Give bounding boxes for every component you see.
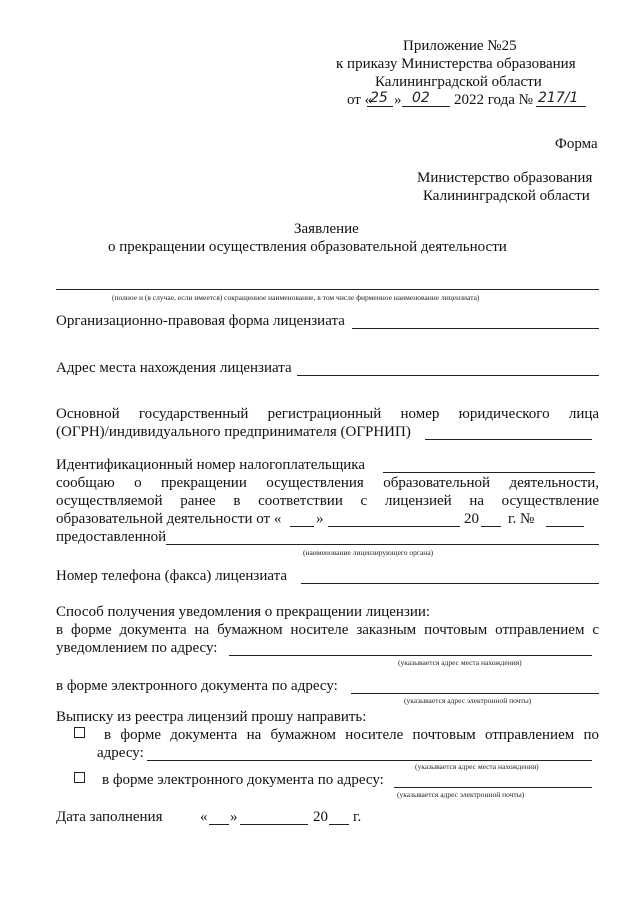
order-day-line <box>367 106 393 107</box>
order-number-line <box>536 106 586 107</box>
extract-word: бумажном <box>270 727 337 743</box>
license-date-prefix: образовательной деятельности от « <box>56 511 282 527</box>
ogrn-word: Основной <box>56 406 120 422</box>
extract-email-hint: (указывается адрес электронной почты) <box>397 790 525 799</box>
order-date-prefix: от « <box>347 92 373 108</box>
notification-word: на <box>194 622 210 638</box>
licensee-name-line[interactable] <box>56 289 599 290</box>
inn-word: осуществления <box>266 475 364 491</box>
order-number: 217/1 <box>538 90 579 106</box>
addressee-line-2: Калининградской области <box>423 188 590 204</box>
inn-word: осуществление <box>501 493 600 509</box>
fill-year-suffix: г. <box>353 809 362 825</box>
ogrn-value-line[interactable] <box>425 439 592 440</box>
notification-word: бумажном <box>217 622 283 638</box>
inn-word: лицензией <box>384 493 452 509</box>
document-title: Заявление <box>294 221 359 237</box>
extract-word: документа <box>170 727 238 743</box>
extract-address-line[interactable] <box>147 760 592 761</box>
notification-email-hint: (указывается адрес электронной почты) <box>404 696 532 705</box>
notification-email-line[interactable] <box>351 693 599 694</box>
extract-word: почтовым <box>412 727 476 743</box>
phone-label: Номер телефона (факса) лицензиата <box>56 568 288 584</box>
inn-word: сообщаю <box>56 475 115 491</box>
extract-address-label: адресу: <box>97 745 144 761</box>
extract-word: на <box>246 727 262 743</box>
license-number-label: г. № <box>508 511 535 527</box>
inn-word: осуществляемой <box>56 493 163 509</box>
ogrn-word: регистрационный <box>267 406 382 422</box>
addressee-line-1: Министерство образования <box>417 170 593 186</box>
fill-month-line[interactable] <box>240 824 308 825</box>
order-year-text: 2022 года № <box>454 92 533 108</box>
ogrn-word: государственный <box>138 406 249 422</box>
inn-word: о <box>134 475 142 491</box>
fill-date-close: » <box>230 809 238 825</box>
inn-word: прекращении <box>160 475 247 491</box>
extract-word: носителе <box>345 727 404 743</box>
fill-year-line[interactable] <box>329 824 349 825</box>
notification-word: в <box>56 622 64 638</box>
address-label: Адрес места нахождения лицензиата <box>56 360 292 376</box>
inn-word: соответствии <box>258 493 343 509</box>
notification-address-label: уведомлением по адресу: <box>56 640 218 656</box>
notification-heading: Способ получения уведомления о прекращении лицензии: <box>56 604 431 620</box>
document-subtitle: о прекращении осуществления образовательной деятельности <box>108 239 507 255</box>
notification-address-hint: (указывается адрес места нахождения) <box>398 658 522 667</box>
order-day: 25 <box>370 90 388 106</box>
address-line[interactable] <box>297 375 599 376</box>
fill-day-line[interactable] <box>209 824 229 825</box>
extract-word: отправлением <box>484 727 575 743</box>
license-number-line[interactable] <box>546 526 584 527</box>
license-year-prefix: 20 <box>464 511 479 527</box>
extract-electronic-checkbox[interactable] <box>74 771 85 789</box>
notification-address-line[interactable] <box>229 655 592 656</box>
inn-value-line[interactable] <box>383 472 595 473</box>
license-date-close: » <box>316 511 324 527</box>
notification-word: документа <box>119 622 187 638</box>
license-month-line[interactable] <box>328 526 460 527</box>
org-form-label: Организационно-правовая форма лицензиата <box>56 313 345 329</box>
org-form-line[interactable] <box>352 328 599 329</box>
license-year-line[interactable] <box>481 526 501 527</box>
inn-word: деятельности, <box>509 475 600 491</box>
inn-word: на <box>469 493 485 509</box>
phone-line[interactable] <box>301 583 599 584</box>
checkbox-icon <box>74 772 85 783</box>
inn-word: образовательной <box>383 475 491 491</box>
fill-year-prefix: 20 <box>313 809 328 825</box>
extract-word: форме <box>120 727 161 743</box>
ogrn-word: номер <box>400 406 440 422</box>
license-day-line[interactable] <box>290 526 314 527</box>
inn-word: в <box>233 493 241 509</box>
notification-word: отправлением <box>495 622 585 638</box>
inn-word: ранее <box>180 493 216 509</box>
licensee-name-hint: (полное и (в случае, если имеется) сокращенное наименование, в том числе фирменное наименование лицензиата) <box>112 293 480 302</box>
ogrn-word: юридического <box>458 406 550 422</box>
extract-email-line[interactable] <box>394 787 592 788</box>
granted-by-label: предоставленной <box>56 529 167 545</box>
checkbox-icon <box>74 727 85 738</box>
extract-heading: Выписку из реестра лицензий прошу направить: <box>56 709 367 725</box>
extract-word: по <box>583 727 600 743</box>
order-date-mid: » <box>394 92 402 108</box>
inn-line-2 <box>56 474 599 492</box>
form-label: Форма <box>555 136 598 152</box>
inn-line-3 <box>56 492 599 510</box>
notification-electronic-label: в форме электронного документа по адресу: <box>56 678 338 694</box>
order-month-line <box>402 106 450 107</box>
fill-date-label: Дата заполнения <box>56 809 163 825</box>
notification-word: заказным <box>356 622 417 638</box>
extract-paper-checkbox[interactable] <box>74 726 85 744</box>
notification-paper-line <box>56 621 599 639</box>
order-month: 02 <box>412 90 430 106</box>
ogrn-line-2: (ОГРН)/индивидуального предпринимателя (ОГРНИП) <box>56 424 411 440</box>
notification-word: с <box>592 622 599 638</box>
extract-paper-line <box>104 726 599 744</box>
order-reference: к приказу Министерства образования <box>336 56 576 72</box>
order-region: Калининградской области <box>375 74 542 90</box>
licensing-authority-line[interactable] <box>166 544 599 545</box>
notification-word: почтовым <box>424 622 488 638</box>
notification-word: носителе <box>290 622 349 638</box>
notification-word: форме <box>70 622 112 638</box>
ogrn-line-1 <box>56 405 599 423</box>
inn-label: Идентификационный номер налогоплательщика <box>56 457 366 473</box>
appendix-number: Приложение №25 <box>403 38 517 54</box>
licensing-authority-hint: (наименование лицензирующего органа) <box>303 548 434 557</box>
extract-electronic-label: в форме электронного документа по адресу: <box>102 772 384 788</box>
ogrn-word: лица <box>568 406 600 422</box>
fill-date-open: « <box>200 809 208 825</box>
extract-address-hint: (указывается адрес места нахождения) <box>415 762 539 771</box>
extract-word: в <box>104 727 112 743</box>
inn-word: с <box>360 493 368 509</box>
